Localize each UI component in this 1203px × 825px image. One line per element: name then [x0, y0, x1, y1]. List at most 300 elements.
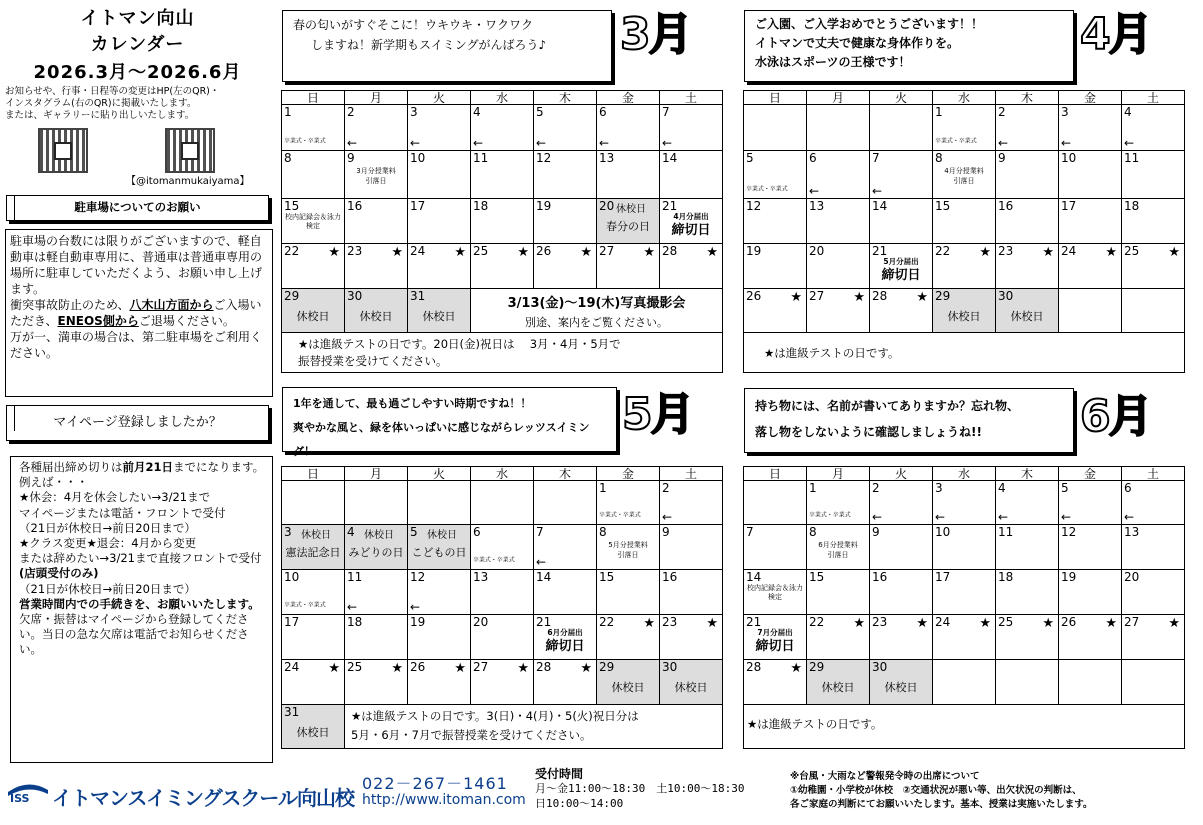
april-msg1: ご入園、ご入学おめでとうございます！！	[755, 17, 984, 31]
fee-label: 6月分授業料	[818, 541, 858, 549]
day-cell	[744, 289, 807, 333]
day-number: 15	[809, 570, 825, 584]
day-number: 13	[809, 199, 825, 213]
grad-label: 卒業式・卒業式	[809, 511, 851, 519]
closed-label: 休校日	[359, 310, 393, 323]
holiday-name: 春分の日	[606, 220, 650, 233]
day-number: 4	[998, 481, 1006, 495]
day-number: 9	[872, 525, 880, 539]
day-number: 12	[1061, 525, 1077, 539]
arrow: ←	[662, 510, 673, 524]
wd-sun: 日	[282, 91, 345, 105]
day-number: 12	[536, 151, 552, 165]
closed-label: 休校日	[296, 726, 330, 739]
test-star: ★	[1105, 245, 1117, 260]
day-number: 26	[410, 660, 426, 674]
closed-label: 休校日	[1010, 310, 1044, 323]
day-cell	[870, 244, 933, 289]
day-cell	[282, 289, 345, 333]
day-cell	[744, 244, 807, 289]
wd-sat: 土	[1122, 467, 1185, 481]
title-line1: イトマン向山	[80, 8, 195, 29]
day-cell	[1122, 244, 1185, 289]
day-number: 22	[284, 244, 300, 258]
day-cell	[345, 289, 408, 333]
day-cell	[597, 615, 660, 660]
day-number: 25	[473, 244, 489, 258]
day-number: 10	[410, 151, 426, 165]
day-cell	[996, 199, 1059, 244]
closed-label: 休校日	[884, 681, 918, 694]
day-number: 4	[473, 105, 481, 119]
day-number: 5	[1061, 481, 1069, 495]
test-star: ★	[643, 616, 655, 631]
day-number: 13	[1124, 525, 1140, 539]
day-cell	[933, 105, 996, 151]
day-cell	[282, 151, 345, 199]
test-star: ★	[1168, 245, 1180, 260]
day-cell	[534, 151, 597, 199]
mypage-l6: または辞めたい→3/21まで直接フロントで受付	[19, 551, 262, 566]
day-number: 17	[1061, 199, 1077, 213]
day-cell	[534, 570, 597, 615]
april-calendar	[743, 90, 1185, 373]
day-number: 8	[809, 525, 817, 539]
day-number: 6	[599, 105, 607, 119]
day-cell	[870, 660, 933, 705]
iss-text: ISS	[10, 792, 30, 805]
fee-label: 引落日	[365, 177, 387, 185]
day-number: 21	[662, 199, 678, 213]
parking-p2a: 衝突事故防止のため、	[10, 298, 130, 312]
march-message	[282, 10, 612, 82]
day-number: 10	[284, 570, 300, 584]
day-number: 20	[809, 244, 825, 258]
day-cell	[282, 615, 345, 660]
day-number: 1	[935, 105, 943, 119]
test-star: ★	[643, 245, 655, 260]
arrow: ←	[473, 136, 484, 150]
day-number: 22	[809, 615, 825, 629]
closed-label: 休校日	[674, 681, 708, 694]
june-note: ★は進級テストの日です。	[747, 717, 883, 731]
day-number: 24	[1061, 244, 1077, 258]
day-number: 10	[935, 525, 951, 539]
day-number: 31	[410, 289, 426, 303]
day-number: 13	[473, 570, 489, 584]
closed-label: 休校日	[611, 681, 645, 694]
day-cell	[807, 289, 870, 333]
day-cell	[807, 244, 870, 289]
day-number: 4	[347, 525, 355, 539]
test-star: ★	[391, 245, 403, 260]
parking-p2c: ご入場いただき、	[10, 298, 262, 328]
wd-sat: 土	[1122, 91, 1185, 105]
wd-thu: 木	[534, 91, 597, 105]
day-number: 5	[746, 151, 754, 165]
day-cell	[534, 660, 597, 705]
day-cell	[1059, 615, 1122, 660]
arrow: ←	[536, 555, 547, 569]
day-cell	[1059, 525, 1122, 570]
day-number: 16	[872, 570, 888, 584]
test-star: ★	[391, 661, 403, 676]
april-note-cell	[744, 333, 1185, 373]
notice-line1: お知らせや、行事・日程等の変更はHP(左のQR)・	[5, 86, 220, 97]
parking-p3: 万が一、満車の場合は、第二駐車場をご利用ください。	[10, 330, 263, 360]
arrow: ←	[872, 510, 883, 524]
holiday-name: こどもの日	[411, 546, 467, 559]
day-cell	[744, 151, 807, 199]
day-number: 26	[1061, 615, 1077, 629]
holiday-label: 休校日	[427, 530, 457, 541]
day-cell	[345, 244, 408, 289]
day-number: 27	[473, 660, 489, 674]
day-cell	[408, 244, 471, 289]
weather-note2: ①幼稚園・小学校が休校 ②交通状況が悪い等、出欠状況の判断は、	[790, 785, 1082, 796]
day-number: 30	[662, 660, 678, 674]
june-msg2: 落し物をしないように確認しましょうね!!	[755, 425, 982, 439]
day-number: 15	[284, 199, 300, 213]
mypage-l1c: までになります。 例えば・・・	[19, 460, 282, 490]
phone-number[interactable]: 022－267－1461	[362, 774, 508, 793]
day-number: 17	[935, 570, 951, 584]
day-cell	[744, 615, 807, 660]
wd-wed: 水	[933, 467, 996, 481]
photo-event-cell	[471, 289, 723, 333]
day-number: 22	[599, 615, 615, 629]
fee-label: 引落日	[827, 551, 849, 559]
day-number: 4	[1124, 105, 1132, 119]
day-number: 8	[935, 151, 943, 165]
april-msg3: 水泳はスポーツの王様です！	[755, 55, 911, 69]
deadline-note: 5月分届出	[883, 257, 919, 266]
day-number: 17	[410, 199, 426, 213]
arrow: ←	[662, 136, 673, 150]
day-number: 2	[998, 105, 1006, 119]
day-cell	[660, 660, 723, 705]
day-number: 24	[410, 244, 426, 258]
day-number: 6	[1124, 481, 1132, 495]
closed-label: 休校日	[947, 310, 981, 323]
arrow: ←	[998, 136, 1009, 150]
grad-label: 卒業式・卒業式	[473, 556, 515, 564]
mypage-title: マイページ登録しましたか？	[6, 405, 269, 441]
day-number: 12	[410, 570, 426, 584]
day-number: 29	[599, 660, 615, 674]
fee-label: 5月分授業料	[608, 541, 648, 549]
may-message	[282, 387, 617, 458]
test-star: ★	[454, 245, 466, 260]
day-number: 27	[1124, 615, 1140, 629]
day-number: 25	[347, 660, 363, 674]
march-weekdays	[282, 91, 723, 105]
day-cell	[807, 660, 870, 705]
notice-line2: インスタグラム(右のQR)に掲載いたします。	[5, 98, 197, 109]
day-number: 5	[536, 105, 544, 119]
parking-p2b: 八木山方面から	[129, 298, 214, 312]
day-number: 14	[746, 570, 762, 584]
parking-box	[5, 229, 273, 397]
may-msg1: 1年を通して、最も過ごしやすい時期ですね！！	[293, 397, 532, 410]
wd-thu: 木	[996, 467, 1059, 481]
instagram-handle: 【@itomanmukaiyama】	[126, 176, 250, 187]
grad-label: 卒業式・卒業式	[599, 511, 641, 519]
day-number: 8	[284, 151, 292, 165]
day-number: 12	[746, 199, 762, 213]
arrow: ←	[872, 184, 883, 198]
day-cell	[534, 105, 597, 151]
day-cell	[471, 244, 534, 289]
june-msg1: 持ち物には、名前が書いてありますか？忘れ物、	[755, 399, 1020, 413]
wd-tue: 火	[870, 91, 933, 105]
day-number: 1	[599, 481, 607, 495]
day-cell	[534, 615, 597, 660]
day-number: 28	[746, 660, 762, 674]
day-number: 18	[1124, 199, 1140, 213]
may-note-cell	[345, 705, 723, 749]
day-number: 9	[662, 525, 670, 539]
arrow: ←	[410, 600, 421, 614]
day-number: 16	[998, 199, 1014, 213]
april-message	[744, 10, 1074, 82]
test-star: ★	[517, 245, 529, 260]
day-number: 28	[536, 660, 552, 674]
deadline-note: 7月分届出	[757, 628, 793, 637]
day-number: 20	[1124, 570, 1140, 584]
day-number: 9	[998, 151, 1006, 165]
parking-p2d: ENEOS側から	[57, 314, 139, 328]
day-cell	[870, 615, 933, 660]
day-cell	[597, 660, 660, 705]
may-note1: ★は進級テストの日です。3(日)・4(月)・5(火)祝日分は	[351, 709, 639, 723]
holiday-name: みどりの日	[348, 546, 404, 559]
photo-event-sub: 別途、案内をご覧ください。	[525, 316, 668, 329]
day-number: 3	[1061, 105, 1069, 119]
mypage-l4: （21日が休校日→前日20日まで）	[19, 520, 196, 535]
day-cell	[933, 570, 996, 615]
day-cell	[408, 660, 471, 705]
day-cell	[744, 199, 807, 244]
mypage-l7: (店頭受付のみ)	[19, 566, 99, 581]
day-cell	[282, 199, 345, 244]
grad-label: 卒業式・卒業式	[284, 601, 326, 609]
wd-sat: 土	[660, 467, 723, 481]
day-number: 1	[284, 105, 292, 119]
instagram-qr-code[interactable]	[165, 128, 215, 173]
day-cell	[933, 289, 996, 333]
wd-wed: 水	[933, 91, 996, 105]
wd-tue: 火	[870, 467, 933, 481]
day-number: 15	[599, 570, 615, 584]
may-msg2: 爽やかな風と、緑を体いっぱいに感じながらレッツスイミング！	[293, 421, 590, 458]
day-cell	[534, 525, 597, 570]
day-number: 2	[872, 481, 880, 495]
test-star: ★	[517, 661, 529, 676]
test-star: ★	[916, 290, 928, 305]
test-star: ★	[979, 616, 991, 631]
mypage-l1a: 各種届出締め切りは	[19, 460, 123, 474]
day-cell	[471, 615, 534, 660]
grad-label: 卒業式・卒業式	[284, 137, 326, 145]
day-cell	[282, 525, 345, 570]
wd-sat: 土	[660, 91, 723, 105]
day-cell	[471, 199, 534, 244]
june-weekdays	[744, 467, 1185, 481]
day-cell	[870, 481, 933, 525]
day-cell	[597, 105, 660, 151]
wd-wed: 水	[471, 467, 534, 481]
day-cell	[282, 244, 345, 289]
day-number: 18	[347, 615, 363, 629]
wd-mon: 月	[345, 467, 408, 481]
day-number: 25	[1124, 244, 1140, 258]
day-number: 16	[662, 570, 678, 584]
day-number: 27	[809, 289, 825, 303]
wd-mon: 月	[807, 467, 870, 481]
day-cell	[660, 105, 723, 151]
wd-thu: 木	[534, 467, 597, 481]
deadline-label: 締切日	[545, 639, 585, 654]
day-cell	[282, 660, 345, 705]
day-number: 19	[1061, 570, 1077, 584]
day-cell	[996, 289, 1059, 333]
day-cell	[597, 525, 660, 570]
day-cell	[1059, 199, 1122, 244]
day-number: 11	[473, 151, 489, 165]
deadline-note: 4月分届出	[673, 212, 709, 221]
day-cell	[996, 105, 1059, 151]
march-calendar	[281, 90, 723, 373]
test-star: ★	[790, 290, 802, 305]
day-cell	[744, 570, 807, 615]
day-number: 7	[746, 525, 754, 539]
day-cell	[408, 289, 471, 333]
day-cell	[807, 615, 870, 660]
day-cell	[996, 525, 1059, 570]
day-number: 26	[536, 244, 552, 258]
day-number: 30	[347, 289, 363, 303]
test-star: ★	[328, 661, 340, 676]
arrow: ←	[410, 136, 421, 150]
day-number: 21	[536, 615, 552, 629]
day-cell	[933, 199, 996, 244]
mypage-l9: 営業時間内での手続きを、お願いいたします。	[19, 596, 260, 611]
day-number: 14	[662, 151, 678, 165]
closed-label: 休校日	[422, 310, 456, 323]
closed-label: 休校日	[821, 681, 855, 694]
day-cell	[471, 660, 534, 705]
day-cell	[807, 481, 870, 525]
fee-label: 引落日	[953, 177, 975, 185]
day-cell	[996, 151, 1059, 199]
day-cell	[660, 244, 723, 289]
deadline-label: 締切日	[755, 639, 795, 654]
weather-note3: 各ご家庭の判断にてお願いいたします。基本、授業は実施いたします。	[790, 799, 1093, 810]
website-url[interactable]: http://www.itoman.com	[362, 792, 526, 808]
mypage-l2: ★休会：4月を休会したい→3/21まで	[19, 490, 211, 505]
day-number: 29	[284, 289, 300, 303]
day-number: 19	[536, 199, 552, 213]
hours-sunday: 日10:00～14:00	[535, 797, 624, 810]
march-note2: 振替授業を受けてください。	[298, 354, 448, 368]
day-cell	[408, 615, 471, 660]
wd-fri: 金	[597, 91, 660, 105]
holiday-name: 憲法記念日	[285, 546, 341, 559]
day-cell	[660, 570, 723, 615]
title-line3: 2026.3月～2026.6月	[33, 62, 242, 83]
grad-label: 卒業式・卒業式	[746, 185, 788, 193]
day-cell	[345, 570, 408, 615]
test-star: ★	[979, 245, 991, 260]
day-cell	[744, 525, 807, 570]
mypage-l10: 欠席・振替はマイページから登録してください。当日の急な欠席は電話でお知らせください。	[19, 612, 249, 657]
day-cell	[660, 481, 723, 525]
event-label: 校内記録会＆泳力検定	[285, 213, 341, 230]
march-note1: ★は進級テストの日です。20日(金)祝日は 3月・4月・5月で	[298, 337, 621, 351]
day-cell	[408, 199, 471, 244]
day-cell	[1059, 151, 1122, 199]
wd-wed: 水	[471, 91, 534, 105]
day-cell	[660, 151, 723, 199]
day-number: 13	[599, 151, 615, 165]
march-msg2: しますね！新学期もスイミングがんばろう♪	[311, 38, 547, 52]
arrow: ←	[599, 136, 610, 150]
day-number: 21	[872, 244, 888, 258]
day-cell	[1122, 481, 1185, 525]
day-number: 11	[1124, 151, 1140, 165]
day-number: 6	[473, 525, 481, 539]
day-number: 7	[662, 105, 670, 119]
day-cell	[870, 289, 933, 333]
deadline-label: 締切日	[881, 268, 921, 283]
arrow: ←	[536, 136, 547, 150]
day-cell	[597, 244, 660, 289]
day-number: 16	[347, 199, 363, 213]
day-number: 28	[662, 244, 678, 258]
day-cell	[597, 481, 660, 525]
day-cell	[933, 525, 996, 570]
day-cell	[345, 660, 408, 705]
test-star: ★	[1042, 245, 1054, 260]
hp-qr-code[interactable]	[38, 128, 88, 173]
june-note-cell	[744, 705, 1185, 749]
mypage-l8: （21日が休校日→前日20日まで）	[19, 581, 196, 596]
photo-event-title: 3/13(金)～19(木)写真撮影会	[507, 296, 686, 311]
arrow: ←	[935, 510, 946, 524]
day-cell	[471, 151, 534, 199]
april-weekdays	[744, 91, 1185, 105]
day-cell	[1122, 525, 1185, 570]
day-number: 23	[662, 615, 678, 629]
day-cell	[408, 525, 471, 570]
day-cell	[471, 525, 534, 570]
may-note2: 5月・6月・7月で振替授業を受けてください。	[351, 728, 592, 742]
day-number: 3	[935, 481, 943, 495]
day-cell	[1122, 570, 1185, 615]
parking-p1: 駐車場の台数には限りがございますので、軽自動車は軽自動車専用に、普通車は普通車専用の場所に駐車していただくよう、お願い申し上げます。	[10, 234, 263, 296]
day-cell	[408, 570, 471, 615]
day-cell	[744, 660, 807, 705]
fee-label: 4月分授業料	[944, 167, 984, 175]
june-calendar	[743, 466, 1185, 749]
mypage-box	[10, 456, 282, 763]
day-cell	[1059, 244, 1122, 289]
day-number: 19	[410, 615, 426, 629]
day-cell	[996, 615, 1059, 660]
day-cell	[471, 105, 534, 151]
day-cell	[1059, 481, 1122, 525]
